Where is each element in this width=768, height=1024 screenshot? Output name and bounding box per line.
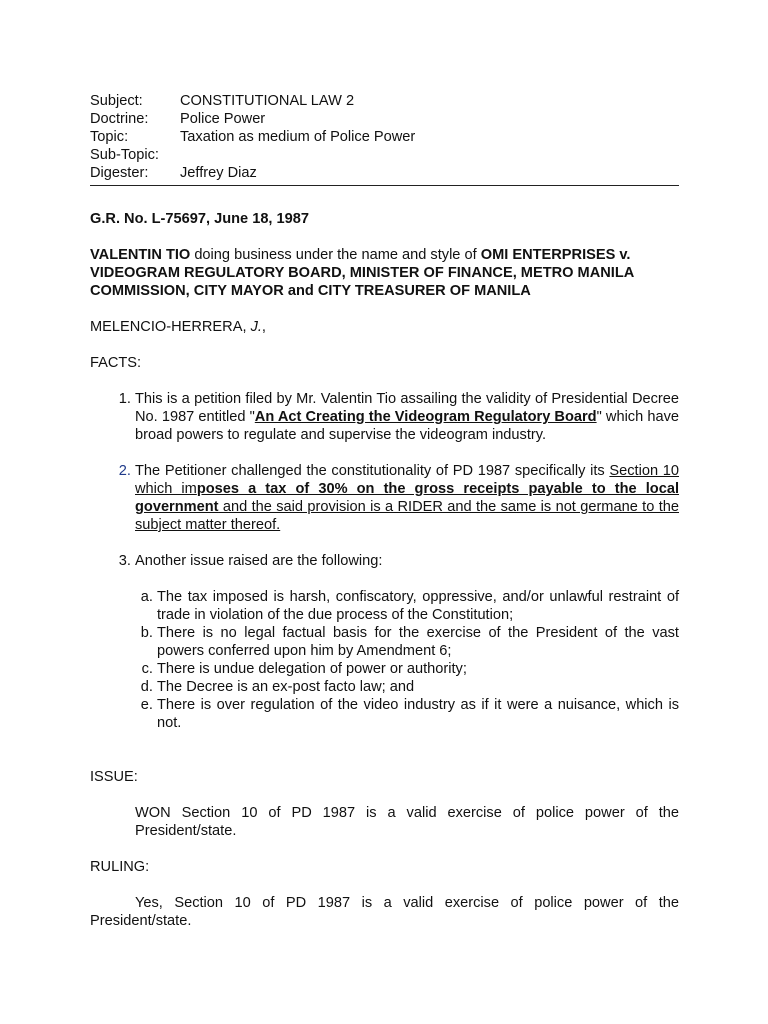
issue-raised-item: d. The Decree is an ex-post facto law; and: [157, 678, 679, 696]
fact-3-intro: Another issue raised are the following:: [135, 553, 383, 569]
meta-value: Jeffrey Diaz: [180, 165, 257, 181]
fact-1-text-end: " which have broad powers to regulate and supervise the videogram industry.: [135, 409, 679, 443]
document-content: [90, 92, 679, 930]
issue-raised-item: a. The tax imposed is harsh, confiscatory, oppressive, and/or unlawful restraint of trade in violation of the due process of the Constitution;: [157, 588, 679, 624]
meta-label: Topic:: [90, 129, 129, 145]
ruling-heading: RULING:: [90, 859, 150, 875]
ponente-name: MELENCIO-HERRERA,: [90, 319, 251, 335]
fact-1-text: This is a petition filed by Mr. Valentin Tio assailing the validity of Presidential Decree No. 1987 entitled ": [135, 391, 679, 425]
meta-value: CONSTITUTIONAL LAW 2: [180, 93, 355, 109]
ponente-suffix: ,: [261, 319, 266, 335]
rider-argument: and the said provision is a RIDER and the same is not germane to the subject matter thereof.: [135, 499, 679, 533]
issue-heading: ISSUE:: [90, 769, 138, 785]
meta-value: Taxation as medium of Police Power: [180, 129, 416, 145]
decree-title: An Act Creating the Videogram Regulatory Board: [254, 409, 597, 425]
facts-heading: FACTS:: [90, 355, 142, 371]
tax-provision: poses a tax of 30% on the gross receipts payable to the local government: [135, 481, 680, 515]
case-title: [90, 246, 679, 300]
issues-raised-list: [135, 588, 679, 732]
case-meta-table: [90, 92, 679, 182]
meta-label: Sub-Topic:: [90, 147, 159, 163]
issue-raised-item: b. There is no legal factual basis for the exercise of the President of the vast powers conferred upon him by Amendment 6;: [157, 624, 679, 660]
case-title-connector: doing business under the name and style of: [190, 247, 481, 263]
fact-item-2: [135, 462, 679, 534]
meta-label: Doctrine:: [90, 111, 149, 127]
meta-label: Digester:: [90, 165, 149, 181]
case-number: G.R. No. L-75697, June 18, 1987: [90, 211, 310, 227]
issue-text: WON Section 10 of PD 1987 is a valid exercise of police power of the President/state.: [135, 805, 679, 839]
issue-raised-item: c. There is undue delegation of power or authority;: [157, 660, 679, 678]
meta-label: Subject:: [90, 93, 143, 109]
fact-item-3: [135, 552, 679, 732]
fact-item-1: [135, 390, 679, 444]
respondents: OMI ENTERPRISES v. VIDEOGRAM REGULATORY BOARD, MINISTER OF FINANCE, METRO MANILA COMMISSION, CITY MAYOR and CITY TREASURER OF MANILA: [90, 247, 634, 299]
petitioner-name: VALENTIN TIO: [90, 247, 191, 263]
ponente-title: J.: [250, 319, 262, 335]
header-divider: [90, 185, 679, 186]
section-reference: Section 10 which im: [135, 463, 679, 497]
ruling-text: Yes, Section 10 of PD 1987 is a valid exercise of police power of the President/state.: [90, 895, 679, 929]
ponente: [90, 318, 679, 336]
fact-2-text: The Petitioner challenged the constitutionality of PD 1987 specifically its: [135, 463, 610, 479]
issue-raised-item: e. There is over regulation of the video industry as if it were a nuisance, which is not.: [157, 696, 679, 732]
meta-value: Police Power: [180, 111, 266, 127]
meta-value: [180, 146, 679, 164]
facts-list: [90, 390, 679, 732]
